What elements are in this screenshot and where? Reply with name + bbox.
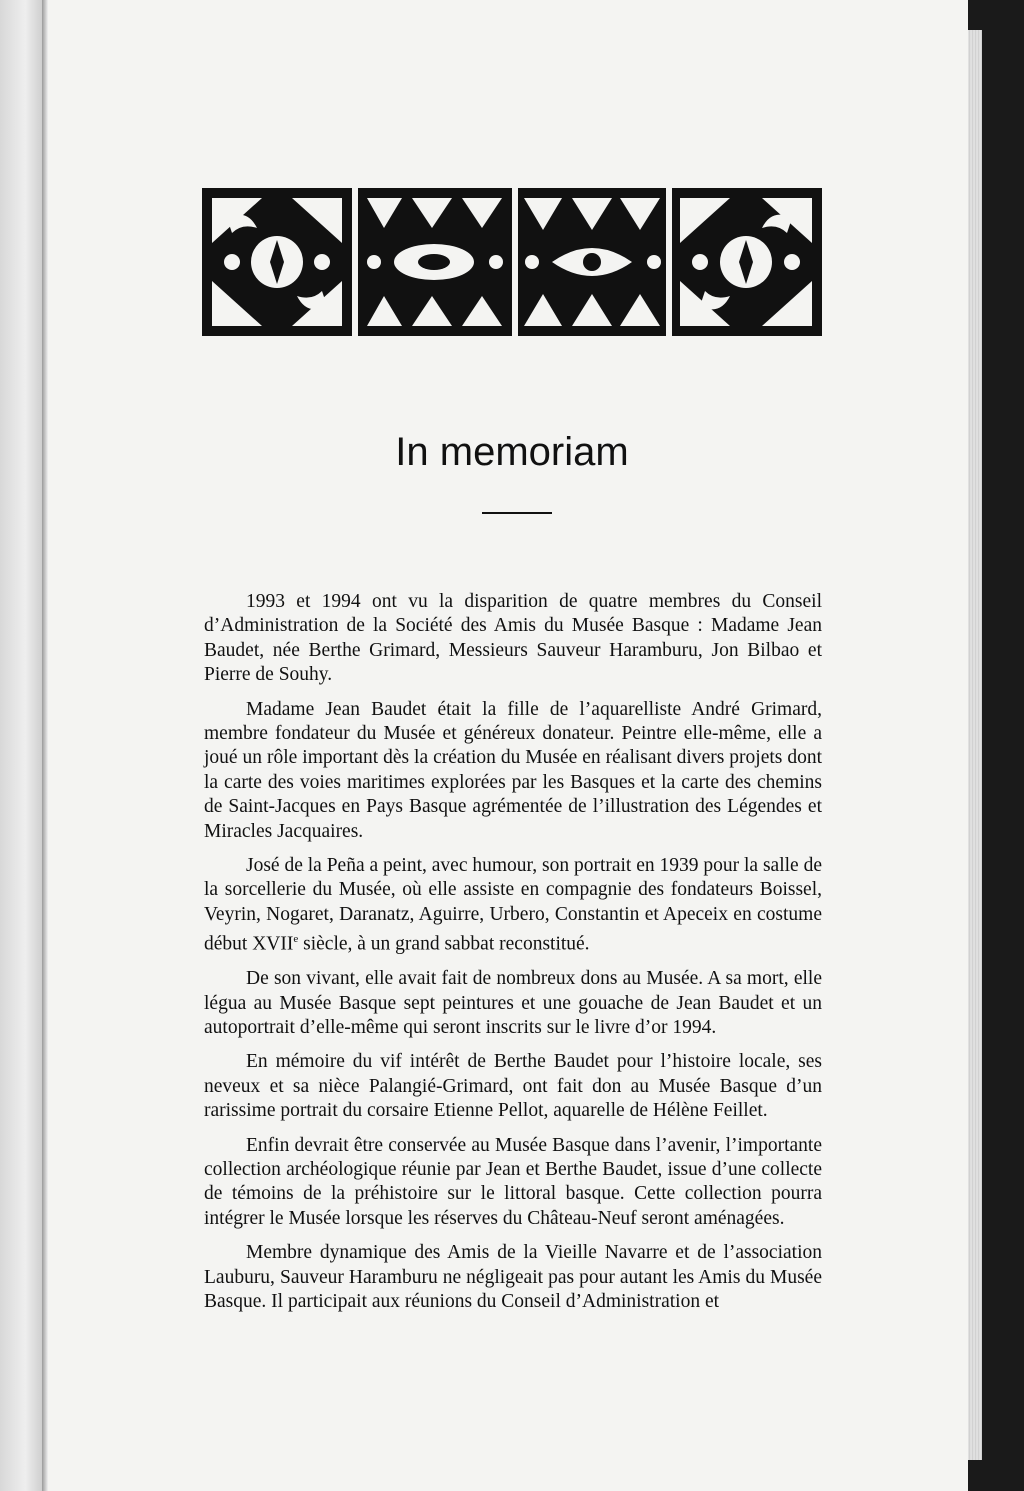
paragraph-2: Madame Jean Baudet était la fille de l’aquarelliste André Grimard, membre fondateur du Musée et généreux donateur. Peintre elle-même, elle a joué un rôle important dès la création du Musée en réalisant divers projets dont la carte des voies maritimes explorées par les Basques et la carte des chemins de Saint-Jacques en Pays Basque agrémentée de l’illustration des Légendes et Miracles Jacquaires. [204, 698, 822, 842]
paragraph-4: De son vivant, elle avait fait de nombreux dons au Musée. A sa mort, elle légua au Musée Basque sept peintures et une gouache de Jean Baudet et un autoportrait d’elle-même qui seront inscrits sur le livre d’or 1994. [204, 968, 822, 1038]
paragraph-5: En mémoire du vif intérêt de Berthe Baudet pour l’histoire locale, ses neveux et sa nièce Palangié-Grimard, ont fait don au Musée Basque d’un rarissime portrait du corsaire Etienne Pellot, aquarelle de Hélène Feillet. [204, 1051, 822, 1122]
paragraph-1: 1993 et 1994 ont vu la disparition de quatre membres du Conseil d’Administration de la Société des Amis du Musée Basque : Madame Jean Baudet, née Berthe Grimard, Messieurs Sauveur Haramburu, Jon Bilbao et Pierre de Souhy. [204, 591, 822, 686]
title-underline [482, 512, 552, 514]
paragraph-3 [204, 854, 822, 957]
paragraph-3-text-b: siècle, à un grand sabbat reconstitué. [298, 933, 590, 955]
paragraph-6: Enfin devrait être conservée au Musée Basque dans l’avenir, l’importante collection archéologique réunie par Jean et Berthe Baudet, issue d’une collecte de témoins de la préhistoire sur le littoral basque. Cette collection pourra intégrer le Musée lorsque les réserves du Château-Neuf seront aménagées. [204, 1134, 822, 1229]
page-title: In memoriam [395, 430, 629, 474]
left-page-edge [0, 0, 42, 1491]
page-stack-edge [968, 30, 982, 1460]
basque-frieze-ornament [202, 188, 822, 336]
paragraph-7: Membre dynamique des Amis de la Vieille Navarre et de l’association Lauburu, Sauveur Haramburu ne négligeait pas pour autant les Amis du Musée Basque. Il participait aux réunions du Conseil d’Administration et [204, 1242, 822, 1313]
article-body [204, 590, 822, 1314]
paragraph-3-superscript: e [293, 933, 299, 946]
paragraph-3-text-a: José de la Peña a peint, avec humour, son portrait en 1939 pour la salle de la sorcellerie du Musée, où elle assiste en compagnie des fondateurs Boissel, Veyrin, Nogaret, Daranatz, Aguirre, Urbero, Constantin et Apeceix en costume début XVII [204, 855, 822, 955]
